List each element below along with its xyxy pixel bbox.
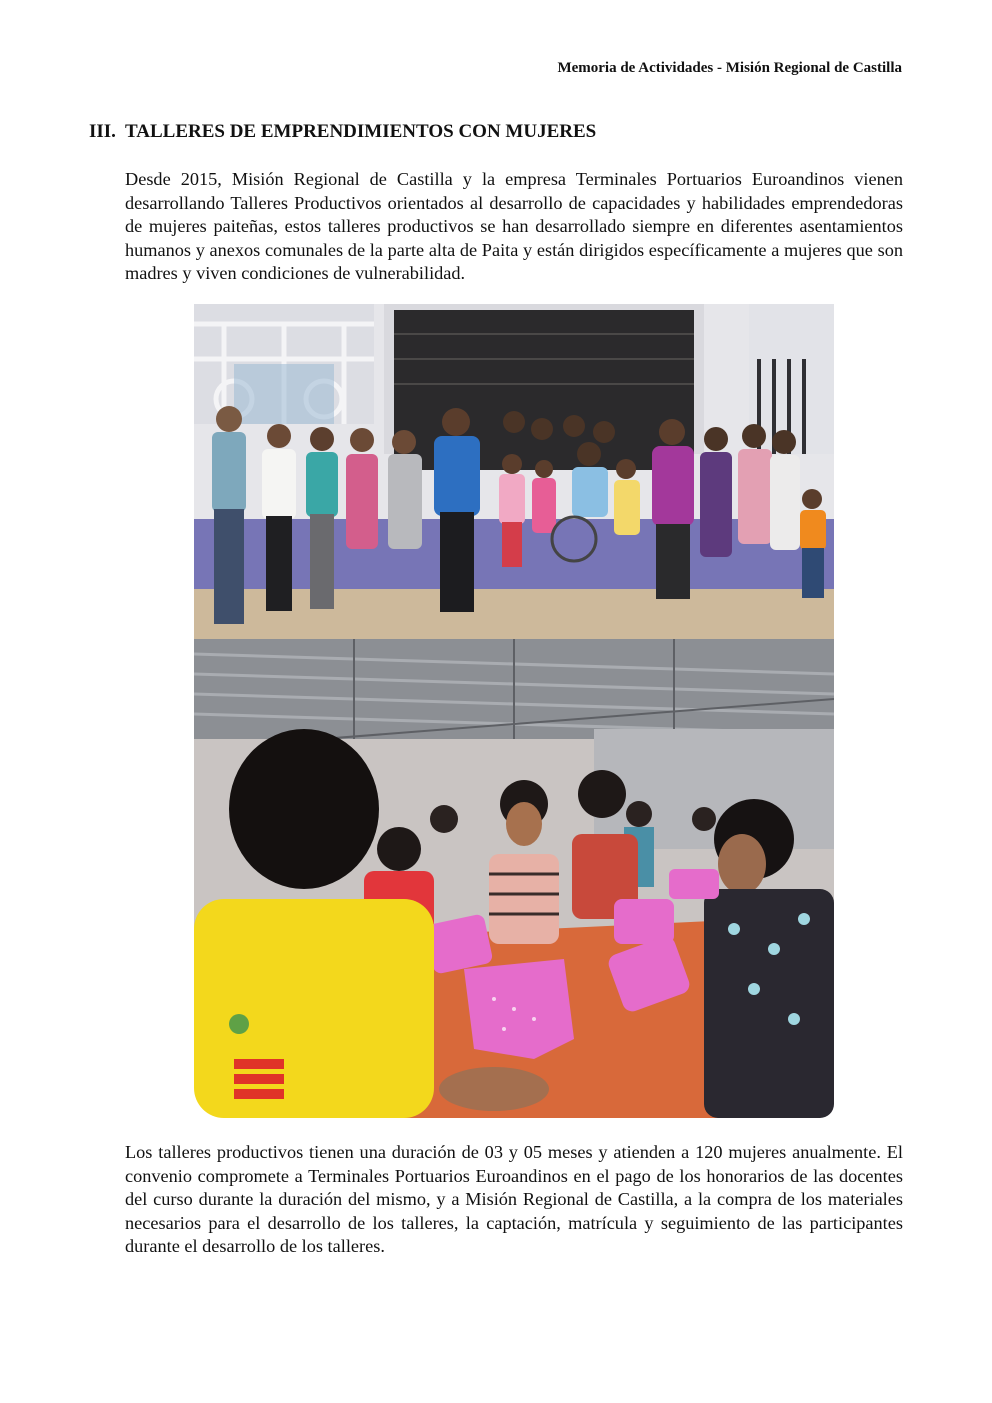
section-number: III. <box>89 121 116 142</box>
section-heading <box>89 121 596 143</box>
workshop-photo <box>194 639 834 1118</box>
details-paragraph: Los talleres productivos tienen una duración de 03 y 05 meses y atienden a 120 mujeres anualmente. El convenio compromete a Terminales Portuarios Euroandinos en el pago de los honorarios de las docentes del curso durante la duración del mismo, y a Misión Regional de Castilla, a la compra de los materiales necesarios para el desarrollo de los talleres, la captación, matrícula y seguimiento de las participantes durante el desarrollo de los talleres. <box>125 1142 903 1256</box>
group-photo <box>194 304 834 639</box>
section-title: TALLERES DE EMPRENDIMIENTOS CON MUJERES <box>125 121 597 142</box>
intro-paragraph: Desde 2015, Misión Regional de Castilla y la empresa Terminales Portuarios Euroandinos vienen desarrollando Talleres Productivos orientados al desarrollo de capacidades y habilidades emprendedoras de mujeres paiteñas, estos talleres productivos se han desarrollado siempre en diferentes asentamientos humanos y anexos comunales de la parte alta de Paita y están dirigidos específicamente a mujeres que son madres y viven condiciones de vulnerabilidad. <box>125 169 903 283</box>
running-header: Memoria de Actividades - Misión Regional de Castilla <box>557 60 902 76</box>
